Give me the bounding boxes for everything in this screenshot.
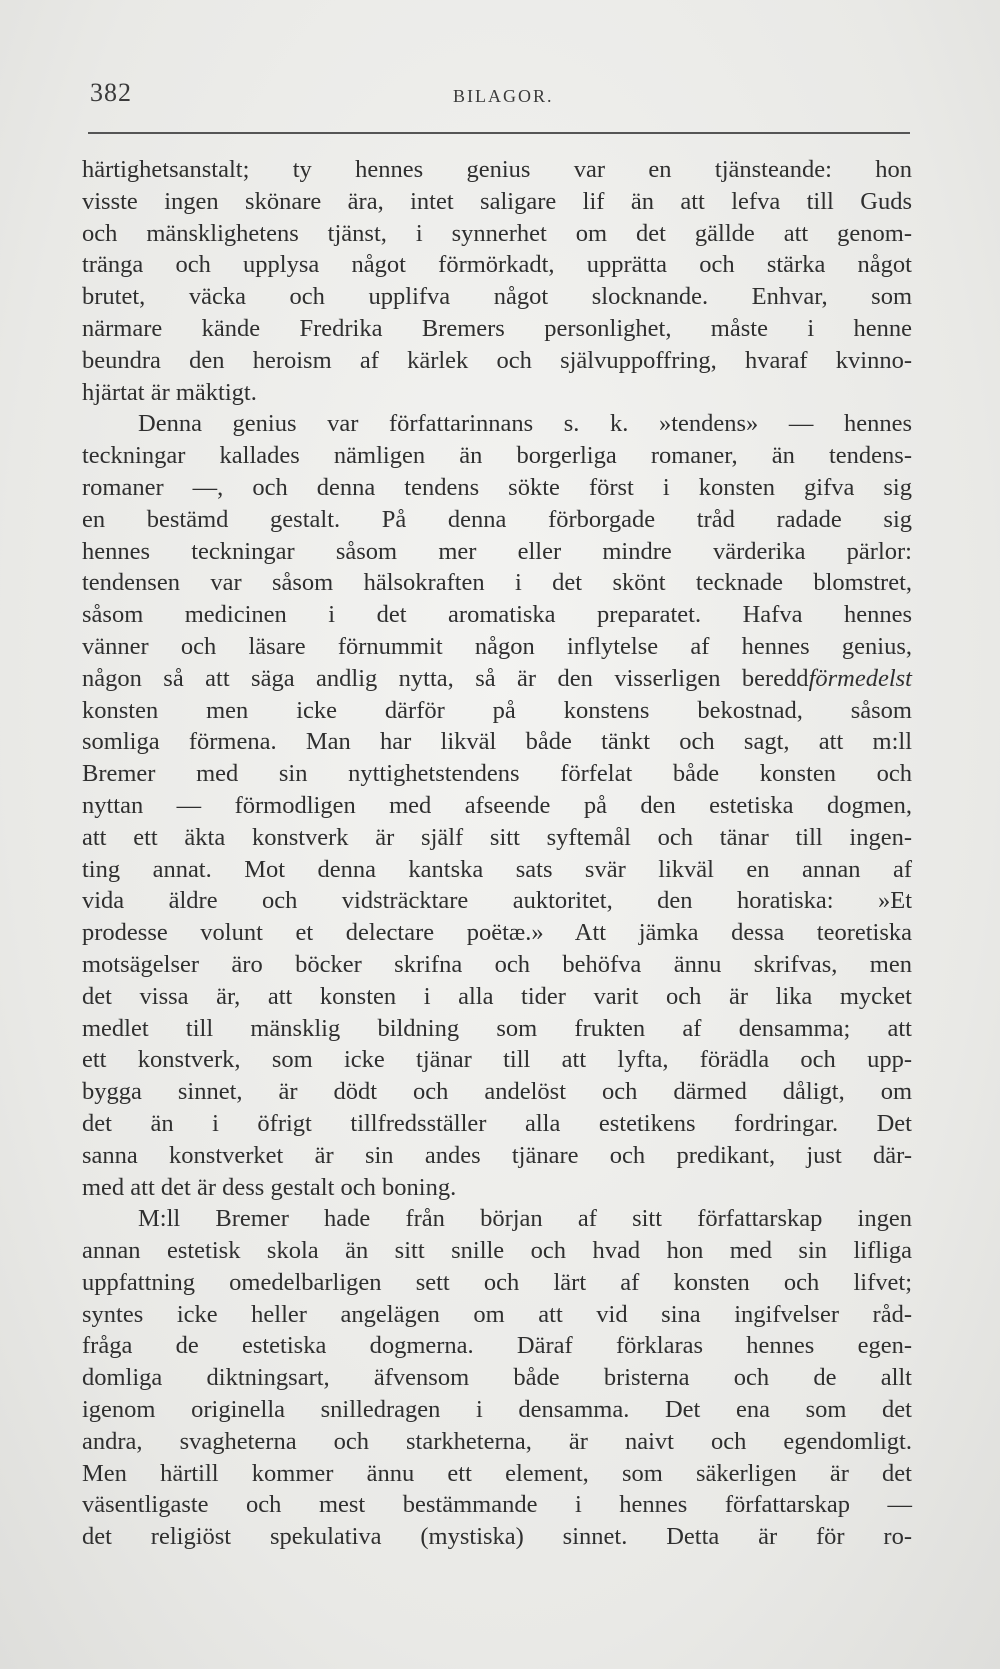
- text-line: härtighetsanstalt; ty hennes genius var en tjänsteande: hon: [82, 156, 912, 183]
- text-line: medlet till mänsklig bildning som frukten af densamma; att: [82, 1014, 912, 1042]
- text-line: fråga de estetiska dogmerna. Däraf förklaras hennes egen-: [82, 1332, 912, 1360]
- text-line: en bestämd gestalt. På denna förborgade tråd radade sig: [82, 505, 912, 533]
- text-line: prodesse volunt et delectare poëtæ.» Att jämka dessa teoretiska: [82, 919, 912, 947]
- text-line: med att det är dess gestalt och boning.: [82, 1173, 457, 1201]
- text-line: hjärtat är mäktigt.: [82, 378, 257, 406]
- text-line: teckningar kallades nämligen än borgerliga romaner, än tendens-: [82, 442, 912, 470]
- text-line: vänner och läsare förnummit någon inflytelse af hennes genius,: [82, 632, 912, 660]
- text-line: bygga sinnet, är dödt och andelöst och därmed dåligt, om: [82, 1078, 912, 1106]
- text-line: närmare kände Fredrika Bremers personlighet, måste i henne: [82, 314, 912, 342]
- running-head: BILAGOR.: [453, 86, 554, 106]
- text-line: ting annat. Mot denna kantska sats svär likväl en annan af: [82, 855, 912, 883]
- text-line: motsägelser äro böcker skrifna och behöfva ännu skrifvas, men: [82, 950, 912, 978]
- text-line: vida äldre och vidsträcktare auktoritet, den horatiska: »Et: [82, 887, 912, 915]
- text-line: sanna konstverket är sin andes tjänare och predikant, just där-: [82, 1141, 912, 1169]
- text-line: ett konstverk, som icke tjänar till att lyfta, förädla och upp-: [82, 1046, 912, 1074]
- page-header: [90, 78, 910, 118]
- text-line: det religiöst spekulativa (mystiska) sinnet. Detta är för ro-: [82, 1523, 912, 1551]
- body-text: [82, 154, 912, 1553]
- italic-word: förmedelst: [808, 664, 912, 692]
- text-line: igenom originella snilledragen i densamma. Det ena som det: [82, 1396, 912, 1424]
- text-line: det vissa är, att konsten i alla tider varit och är lika mycket: [82, 982, 912, 1010]
- text-line: hennes teckningar såsom mer eller mindre värderika pärlor:: [82, 537, 912, 565]
- text-line: beundra den heroism af kärlek och självuppoffring, hvaraf kvinno-: [82, 346, 912, 374]
- text-line: domliga diktningsart, äfvensom både bristerna och de allt: [82, 1364, 912, 1392]
- text-line: konsten men icke därför på konstens bekostnad, såsom: [82, 696, 912, 724]
- text-line: tränga och upplysa något förmörkadt, upprätta och stärka något: [82, 251, 912, 279]
- text-line: andra, svagheterna och starkheterna, är naivt och egendomligt.: [82, 1427, 912, 1455]
- text-line: syntes icke heller angelägen om att vid sina ingifvelser råd-: [82, 1300, 912, 1328]
- text-line: och mänsklighetens tjänst, i synnerhet om det gällde att genom-: [82, 219, 912, 247]
- text-line: [82, 663, 912, 695]
- text-line: såsom medicinen i det aromatiska preparatet. Hafva hennes: [82, 601, 912, 629]
- header-rule: [88, 132, 910, 134]
- text-line: väsentligaste och mest bestämmande i hennes författarskap —: [82, 1491, 912, 1519]
- text-line-roman: någon så att säga andlig nytta, så är den visserligen beredd: [82, 664, 809, 692]
- text-line: visste ingen skönare ära, intet saligare lif än att lefva till Guds: [82, 187, 912, 215]
- text-line: Men härtill kommer ännu ett element, som säkerligen är det: [82, 1459, 912, 1487]
- text-line: uppfattning omedelbarligen sett och lärt af konsten och lifvet;: [82, 1268, 912, 1296]
- text-line: att ett äkta konstverk är själf sitt syftemål och tänar till ingen-: [82, 823, 912, 851]
- text-line: somliga förmena. Man har likväl både tänkt och sagt, att m:ll: [82, 728, 912, 756]
- text-line: brutet, väcka och upplifva något slocknande. Enhvar, som: [82, 283, 912, 311]
- text-line: tendensen var såsom hälsokraften i det skönt tecknade blomstret,: [82, 569, 912, 597]
- text-line: M:ll Bremer hade från början af sitt författarskap ingen: [138, 1205, 912, 1233]
- text-line: annan estetisk skola än sitt snille och hvad hon med sin lifliga: [82, 1237, 912, 1265]
- text-line: det än i öfrigt tillfredsställer alla estetikens fordringar. Det: [82, 1109, 912, 1137]
- text-line: Denna genius var författarinnans s. k. »tendens» — hennes: [138, 410, 912, 438]
- text-line: nyttan — förmodligen med afseende på den estetiska dogmen,: [82, 791, 912, 819]
- text-line: romaner —, och denna tendens sökte först i konsten gifva sig: [82, 473, 912, 501]
- page-number: 382: [90, 78, 132, 107]
- text-line: Bremer med sin nyttighetstendens förfelat både konsten och: [82, 760, 912, 788]
